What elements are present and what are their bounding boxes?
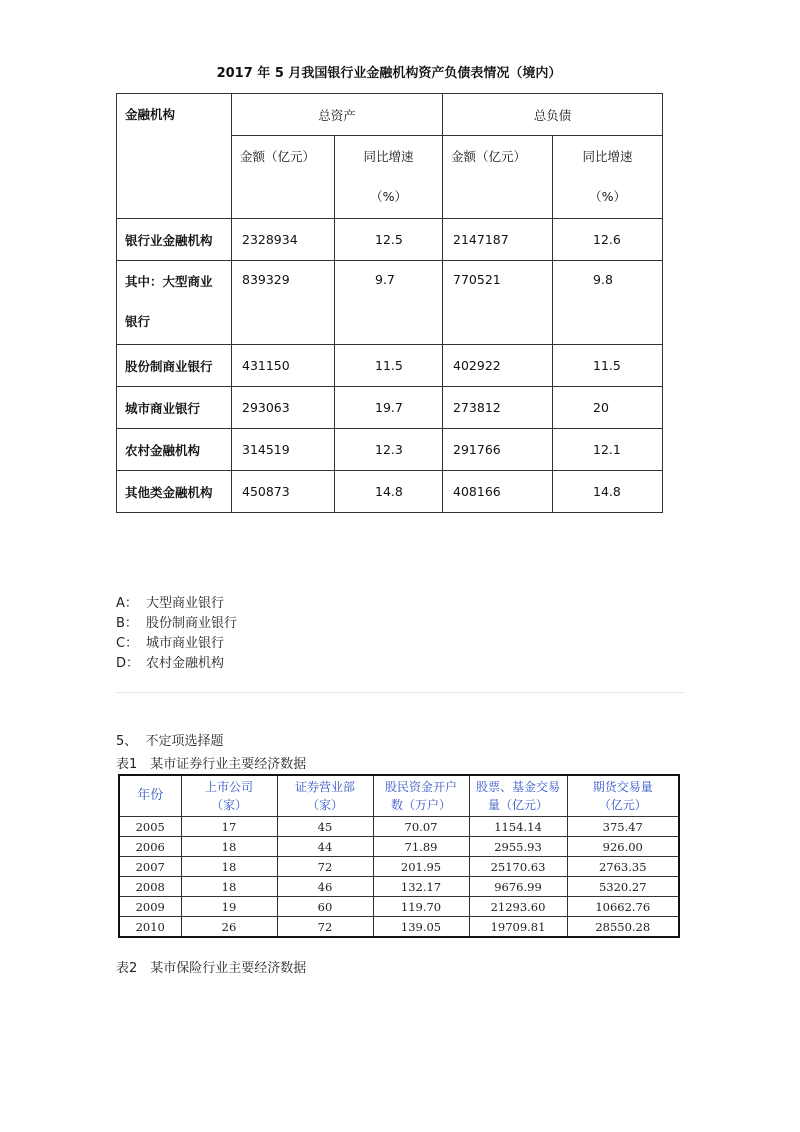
row-assets: 839329 — [232, 261, 335, 345]
cell-listed: 19 — [181, 897, 277, 917]
header-liabilities-amount: 金额（亿元） — [443, 136, 553, 219]
cell-listed: 18 — [181, 857, 277, 877]
row-assets-growth: 12.5 — [335, 219, 443, 261]
row-assets-growth: 11.5 — [335, 345, 443, 387]
row-liabilities: 273812 — [443, 387, 553, 429]
col-header-accounts: 股民资金开户 数（万户） — [373, 775, 469, 817]
cell-accounts: 132.17 — [373, 877, 469, 897]
cell-branches: 45 — [277, 817, 373, 837]
table-row — [117, 429, 663, 471]
table-row — [119, 817, 679, 837]
cell-futures-volume: 5320.27 — [567, 877, 679, 897]
cell-listed: 18 — [181, 877, 277, 897]
table-row — [117, 471, 663, 513]
header-assets-amount: 金额（亿元） — [232, 136, 335, 219]
table-header-row — [119, 775, 679, 817]
table1-title: 2017 年 5 月我国银行业金融机构资产负债表情况（境内） — [216, 66, 562, 81]
option-text: 城市商业银行 — [146, 636, 225, 651]
cell-year: 2005 — [119, 817, 181, 837]
row-assets-growth: 12.3 — [335, 429, 443, 471]
row-assets-growth: 14.8 — [335, 471, 443, 513]
cell-branches: 44 — [277, 837, 373, 857]
option-text: 股份制商业银行 — [146, 616, 238, 631]
col-header-branches: 证券营业部 （家） — [277, 775, 373, 817]
header-assets-growth: 同比增速 （%） — [335, 136, 443, 219]
answer-options — [116, 594, 237, 674]
option-key: D： — [116, 656, 140, 671]
cell-accounts: 119.70 — [373, 897, 469, 917]
cell-listed: 17 — [181, 817, 277, 837]
table-row — [119, 837, 679, 857]
cell-year: 2009 — [119, 897, 181, 917]
header-institution: 金融机构 — [117, 94, 232, 219]
cell-futures-volume: 10662.76 — [567, 897, 679, 917]
question-heading — [116, 730, 224, 749]
table-row — [119, 877, 679, 897]
table-row — [117, 387, 663, 429]
col-header-stock-volume: 股票、基金交易 量（亿元） — [469, 775, 567, 817]
option-d[interactable] — [116, 654, 237, 674]
cell-futures-volume: 28550.28 — [567, 917, 679, 938]
cell-accounts: 70.07 — [373, 817, 469, 837]
cell-stock-volume: 19709.81 — [469, 917, 567, 938]
cell-branches: 72 — [277, 917, 373, 938]
table-row — [119, 857, 679, 877]
option-c[interactable] — [116, 634, 237, 654]
option-key: B： — [116, 616, 138, 631]
col-header-futures-volume: 期货交易量 （亿元） — [567, 775, 679, 817]
cell-accounts: 71.89 — [373, 837, 469, 857]
table-row — [117, 345, 663, 387]
cell-stock-volume: 2955.93 — [469, 837, 567, 857]
row-liabilities: 408166 — [443, 471, 553, 513]
option-key: A： — [116, 596, 138, 611]
table-row — [117, 261, 663, 345]
cell-branches: 46 — [277, 877, 373, 897]
row-assets: 450873 — [232, 471, 335, 513]
row-liabilities: 770521 — [443, 261, 553, 345]
col-header-listed: 上市公司 （家） — [181, 775, 277, 817]
cell-stock-volume: 21293.60 — [469, 897, 567, 917]
row-institution: 其他类金融机构 — [117, 471, 232, 513]
row-assets: 293063 — [232, 387, 335, 429]
row-liabilities: 291766 — [443, 429, 553, 471]
option-text: 农村金融机构 — [146, 656, 225, 671]
cell-listed: 26 — [181, 917, 277, 938]
cell-stock-volume: 1154.14 — [469, 817, 567, 837]
table-row — [117, 219, 663, 261]
option-text: 大型商业银行 — [146, 596, 225, 611]
cell-accounts: 201.95 — [373, 857, 469, 877]
row-liabilities-growth: 12.6 — [553, 219, 663, 261]
row-assets: 431150 — [232, 345, 335, 387]
cell-year: 2008 — [119, 877, 181, 897]
cell-year: 2006 — [119, 837, 181, 857]
row-liabilities-growth: 12.1 — [553, 429, 663, 471]
cell-listed: 18 — [181, 837, 277, 857]
question-type: 不定项选择题 — [145, 734, 224, 749]
row-liabilities: 402922 — [443, 345, 553, 387]
header-total-liabilities: 总负债 — [443, 94, 663, 136]
row-institution: 城市商业银行 — [117, 387, 232, 429]
cell-futures-volume: 375.47 — [567, 817, 679, 837]
cell-stock-volume: 25170.63 — [469, 857, 567, 877]
cell-year: 2010 — [119, 917, 181, 938]
option-b[interactable] — [116, 614, 237, 634]
securities-table — [118, 774, 680, 938]
table2-caption: 表1 某市证券行业主要经济数据 — [116, 757, 307, 772]
option-key: C： — [116, 636, 139, 651]
section-divider — [116, 692, 684, 693]
option-a[interactable] — [116, 594, 237, 614]
question-number: 5、 — [116, 734, 138, 749]
row-institution: 银行业金融机构 — [117, 219, 232, 261]
bank-balance-table — [116, 93, 663, 513]
row-institution: 农村金融机构 — [117, 429, 232, 471]
row-liabilities: 2147187 — [443, 219, 553, 261]
row-assets: 314519 — [232, 429, 335, 471]
cell-accounts: 139.05 — [373, 917, 469, 938]
table-row — [119, 917, 679, 938]
row-assets-growth: 19.7 — [335, 387, 443, 429]
row-assets-growth: 9.7 — [335, 261, 443, 345]
table3-caption: 表2 某市保险行业主要经济数据 — [116, 961, 307, 976]
cell-branches: 72 — [277, 857, 373, 877]
row-liabilities-growth: 11.5 — [553, 345, 663, 387]
row-liabilities-growth: 14.8 — [553, 471, 663, 513]
row-institution: 其中：大型商业 银行 — [117, 261, 232, 345]
table-row — [119, 897, 679, 917]
cell-futures-volume: 2763.35 — [567, 857, 679, 877]
row-liabilities-growth: 20 — [553, 387, 663, 429]
header-total-assets: 总资产 — [232, 94, 443, 136]
row-assets: 2328934 — [232, 219, 335, 261]
cell-branches: 60 — [277, 897, 373, 917]
col-header-year: 年份 — [119, 775, 181, 817]
cell-stock-volume: 9676.99 — [469, 877, 567, 897]
cell-futures-volume: 926.00 — [567, 837, 679, 857]
header-liabilities-growth: 同比增速 （%） — [553, 136, 663, 219]
cell-year: 2007 — [119, 857, 181, 877]
row-liabilities-growth: 9.8 — [553, 261, 663, 345]
row-institution: 股份制商业银行 — [117, 345, 232, 387]
